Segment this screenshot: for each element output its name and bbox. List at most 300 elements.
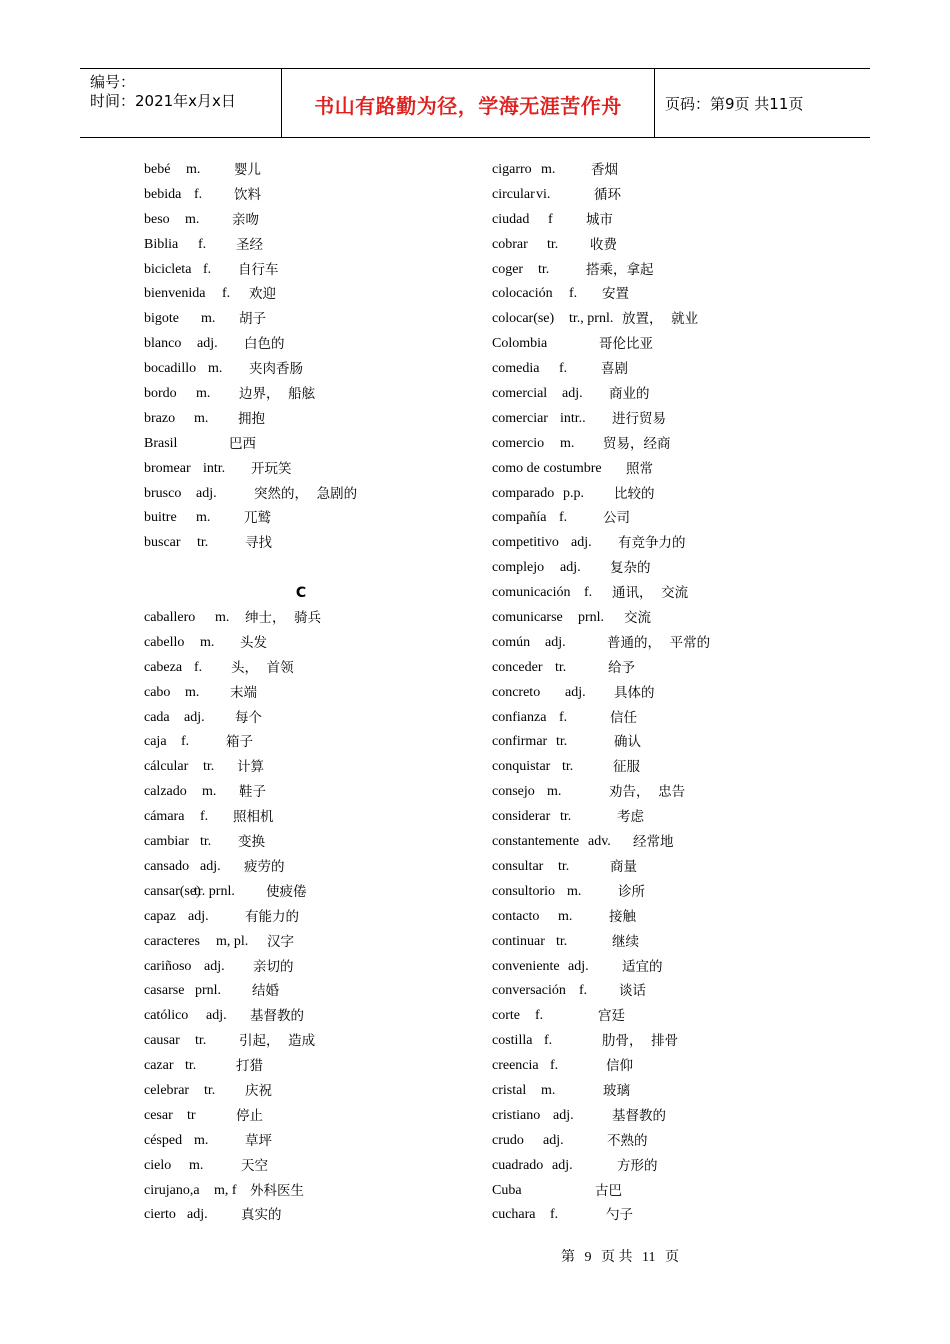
entry-meaning: 征服 <box>613 759 640 776</box>
entry-word: corte <box>492 1008 520 1024</box>
header-motto: 书山有路勤为径，学海无涯苦作舟 <box>314 94 622 118</box>
vocab-entry <box>144 979 444 1004</box>
vocab-column-right <box>492 158 832 1228</box>
entry-meaning: 变换 <box>238 834 265 851</box>
entry-grammar: m. <box>185 684 200 700</box>
entry-meaning: 收费 <box>590 236 617 253</box>
entry-word: bromear <box>144 460 191 476</box>
entry-meaning: 接触 <box>609 908 636 925</box>
entry-meaning: 不熟的 <box>607 1132 648 1149</box>
entry-word: colocación <box>492 286 553 302</box>
vocab-entry <box>492 855 832 880</box>
vocab-entry <box>492 158 832 183</box>
entry-word: comercio <box>492 435 545 451</box>
entry-grammar: tr. <box>195 1033 207 1049</box>
entry-meaning: 头发 <box>240 634 267 651</box>
vocab-entry <box>492 979 832 1004</box>
vocab-entry <box>144 631 444 656</box>
entry-grammar: f. <box>559 510 568 526</box>
entry-meaning: 亲吻 <box>232 211 259 228</box>
entry-word: comerciar <box>492 410 548 426</box>
footer-post: 页 <box>664 1250 679 1265</box>
entry-word: cámara <box>144 809 185 825</box>
entry-grammar: f. <box>550 1058 559 1074</box>
vocab-entry <box>492 955 832 980</box>
entry-grammar: m. <box>194 1132 209 1148</box>
entry-word: costilla <box>492 1033 533 1049</box>
entry-meaning: 天空 <box>241 1157 268 1174</box>
entry-grammar: tr. <box>203 759 215 775</box>
footer-page-number: 9 <box>584 1250 592 1265</box>
entry-meaning: 欢迎 <box>249 286 276 303</box>
entry-grammar: m. <box>541 162 556 177</box>
entry-meaning: 计算 <box>237 759 264 776</box>
entry-word: compañía <box>492 510 547 526</box>
vocab-entry <box>144 282 444 307</box>
vocab-column-left <box>144 158 444 1228</box>
entry-meaning: 安置 <box>602 286 629 303</box>
entry-grammar: m. <box>202 784 217 800</box>
vocab-entry <box>492 581 832 606</box>
entry-meaning: 胡子 <box>239 311 266 328</box>
entry-meaning: 谈话 <box>619 983 646 1000</box>
entry-grammar: adj. <box>553 1107 574 1123</box>
entry-grammar: adj. <box>197 336 218 352</box>
entry-grammar: f. <box>584 585 593 601</box>
entry-meaning: 哥伦比亚 <box>599 336 653 353</box>
entry-meaning: 给予 <box>608 659 635 676</box>
entry-word: circular <box>492 186 535 202</box>
entry-grammar: f. <box>579 983 588 999</box>
entry-meaning: 适宜的 <box>622 958 663 975</box>
entry-word: cariñoso <box>144 958 192 974</box>
entry-meaning: 劝告， 忠告 <box>609 784 686 801</box>
entry-word: como de costumbre <box>492 460 602 476</box>
vocab-entry <box>144 158 444 183</box>
vocab-entry <box>144 905 444 930</box>
entry-word: cigarro <box>492 162 532 177</box>
vocab-entry <box>144 332 444 357</box>
entry-meaning: 有能力的 <box>245 908 299 925</box>
entry-grammar: prnl. <box>195 983 222 999</box>
vocab-entry <box>144 407 444 432</box>
vocab-entry <box>492 457 832 482</box>
entry-grammar: prnl. <box>578 610 605 626</box>
footer-mid: 页 共 <box>601 1250 633 1265</box>
vocab-entry <box>492 282 832 307</box>
vocab-entry <box>144 183 444 208</box>
vocab-entry <box>492 880 832 905</box>
vocab-entry <box>144 855 444 880</box>
entry-grammar: m, pl. <box>216 933 249 949</box>
entry-grammar: adj. <box>568 958 589 974</box>
vocab-entry <box>492 706 832 731</box>
entry-word: ciudad <box>492 211 530 227</box>
vocab-entry <box>492 233 832 258</box>
entry-grammar: m. <box>189 1157 204 1173</box>
entry-meaning: 照常 <box>626 460 653 477</box>
entry-word: constantemente <box>492 834 580 850</box>
entry-grammar: tr. <box>197 535 209 551</box>
entry-grammar: adj. <box>543 1132 564 1148</box>
entry-grammar: adv. <box>588 834 611 850</box>
entry-meaning: 庆祝 <box>245 1082 272 1099</box>
vocab-entry <box>144 606 444 631</box>
entry-meaning: 自行车 <box>238 261 279 278</box>
entry-meaning: 拥抱 <box>238 410 265 427</box>
entry-grammar: adj. <box>552 1157 573 1173</box>
vocab-entry <box>144 1154 444 1179</box>
section-letter-heading: C <box>295 585 307 602</box>
entry-grammar: adj. <box>187 1207 208 1223</box>
entry-word: brusco <box>144 485 182 501</box>
entry-word: conquistar <box>492 759 551 775</box>
vocab-entry <box>144 955 444 980</box>
vocab-entry <box>492 432 832 457</box>
entry-grammar: adj. <box>560 560 581 576</box>
entry-word: cuadrado <box>492 1157 544 1173</box>
vocab-entry <box>492 357 832 382</box>
entry-grammar: adj. <box>204 958 225 974</box>
entry-word: Brasil <box>144 435 178 451</box>
entry-grammar: f. <box>198 236 207 252</box>
entry-word: cada <box>144 709 170 725</box>
entry-word: capaz <box>144 908 176 924</box>
vocab-entry <box>144 382 444 407</box>
vocab-entry <box>144 681 444 706</box>
entry-meaning: 圣经 <box>236 236 263 253</box>
entry-word: buitre <box>144 510 177 526</box>
entry-word: comunicarse <box>492 610 563 626</box>
entry-grammar: tr. <box>200 834 212 850</box>
entry-meaning: 鞋子 <box>239 784 266 801</box>
entry-grammar: f. <box>550 1207 559 1223</box>
vocab-entry <box>144 307 444 332</box>
page-footer <box>0 1246 950 1266</box>
entry-word: cuchara <box>492 1207 536 1223</box>
entry-word: bordo <box>144 386 177 402</box>
entry-meaning: 引起， 造成 <box>239 1033 316 1050</box>
entry-grammar: m. <box>185 211 200 227</box>
entry-word: conveniente <box>492 958 560 974</box>
entry-grammar: tr. <box>204 1082 216 1098</box>
entry-meaning: 复杂的 <box>610 560 651 577</box>
entry-word: colocar(se) <box>492 311 555 327</box>
entry-word: bocadillo <box>144 361 197 377</box>
entry-word: considerar <box>492 809 551 825</box>
vocab-entry <box>144 1129 444 1154</box>
entry-word: comparado <box>492 485 555 501</box>
entry-word: confirmar <box>492 734 548 750</box>
entry-meaning: 绅士， 骑兵 <box>245 610 322 627</box>
entry-meaning: 香烟 <box>591 162 618 178</box>
entry-meaning: 信仰 <box>606 1058 633 1075</box>
entry-grammar: p.p. <box>563 485 584 501</box>
vocab-entry <box>144 432 444 457</box>
entry-meaning: 白色的 <box>244 336 285 353</box>
entry-meaning: 末端 <box>230 684 257 701</box>
entry-word: contacto <box>492 908 540 924</box>
vocab-entry <box>144 1179 444 1204</box>
vocab-entry <box>144 880 444 905</box>
entry-word: competitivo <box>492 535 559 551</box>
vocab-entry <box>144 482 444 507</box>
entry-meaning: 勺子 <box>606 1207 633 1224</box>
entry-meaning: 城市 <box>586 211 613 228</box>
vocab-entry <box>492 681 832 706</box>
entry-grammar: vi. <box>536 186 551 202</box>
vocab-entry <box>144 531 444 556</box>
entry-grammar: m. <box>541 1082 556 1098</box>
vocab-entry <box>492 482 832 507</box>
entry-word: brazo <box>144 410 176 426</box>
header-meta <box>90 73 236 111</box>
entry-meaning: 头， 首领 <box>231 659 294 676</box>
entry-grammar: adj. <box>196 485 217 501</box>
entry-grammar: f. <box>222 286 231 302</box>
vocab-entry <box>492 1179 832 1204</box>
entry-grammar: tr., prnl. <box>569 311 614 327</box>
entry-grammar: f. <box>535 1008 544 1024</box>
entry-grammar: adj. <box>571 535 592 551</box>
entry-meaning: 基督教的 <box>612 1107 666 1124</box>
entry-grammar: m. <box>196 510 211 526</box>
entry-word: Biblia <box>144 236 179 252</box>
vocab-entry <box>492 631 832 656</box>
entry-meaning: 草坪 <box>245 1132 272 1149</box>
vocab-entry <box>492 1129 832 1154</box>
vocab-entry <box>492 1029 832 1054</box>
page-header <box>80 68 870 138</box>
vocab-entry <box>492 805 832 830</box>
entry-meaning: 外科医生 <box>250 1182 304 1199</box>
entry-word: beso <box>144 211 170 227</box>
entry-meaning: 循环 <box>594 186 621 203</box>
document-date-label: 时间：2021年x月x日 <box>90 92 236 110</box>
entry-word: blanco <box>144 336 182 352</box>
entry-meaning: 真实的 <box>241 1207 282 1224</box>
vocab-entry <box>492 208 832 233</box>
entry-grammar: tr. <box>556 933 568 949</box>
entry-meaning: 饮料 <box>234 186 261 203</box>
entry-word: creencia <box>492 1058 539 1074</box>
vocab-entry <box>144 258 444 283</box>
vocab-entry <box>144 1203 444 1228</box>
vocab-entry <box>144 706 444 731</box>
entry-meaning: 信任 <box>610 709 637 726</box>
entry-grammar: f. <box>194 659 203 675</box>
entry-meaning: 箱子 <box>226 734 253 751</box>
entry-grammar: adj. <box>545 634 566 650</box>
vocab-entry <box>492 905 832 930</box>
footer-total-pages: 11 <box>642 1250 656 1265</box>
entry-meaning: 放置， 就业 <box>622 311 699 328</box>
entry-grammar: adj. <box>188 908 209 924</box>
entry-meaning: 突然的， 急剧的 <box>254 485 358 502</box>
entry-grammar: adj. <box>206 1008 227 1024</box>
vocab-entry <box>492 1104 832 1129</box>
vocab-entry <box>144 930 444 955</box>
entry-word: católico <box>144 1008 189 1024</box>
entry-grammar: adj. <box>565 684 586 700</box>
entry-meaning: 交流 <box>624 610 651 627</box>
vocab-entry <box>144 457 444 482</box>
entry-word: cierto <box>144 1207 176 1223</box>
entry-word: bebida <box>144 186 182 202</box>
entry-meaning: 婴儿 <box>234 162 261 178</box>
entry-grammar: m. <box>558 908 573 924</box>
entry-grammar: m. <box>560 435 575 451</box>
entry-word: consultar <box>492 858 544 874</box>
entry-word: caja <box>144 734 167 750</box>
vocab-entry <box>492 307 832 332</box>
vocab-entry <box>144 830 444 855</box>
vocab-entry <box>492 1004 832 1029</box>
entry-grammar: m. <box>215 610 230 626</box>
entry-word: cabello <box>144 634 185 650</box>
entry-meaning: 结婚 <box>252 983 279 1000</box>
entry-grammar: tr. <box>547 236 559 252</box>
entry-grammar: tr. <box>562 759 574 775</box>
vocab-entry <box>492 780 832 805</box>
entry-meaning: 公司 <box>603 510 630 527</box>
entry-meaning: 玻璃 <box>603 1082 630 1099</box>
vocab-entry <box>144 656 444 681</box>
entry-grammar: tr. <box>555 659 567 675</box>
entry-grammar: f <box>548 211 553 227</box>
entry-grammar: m. <box>208 361 223 377</box>
entry-meaning: 方形的 <box>617 1157 658 1174</box>
vocab-entry <box>492 830 832 855</box>
section-spacer <box>144 556 444 581</box>
entry-meaning: 普通的， 平常的 <box>607 634 711 651</box>
vocab-entry <box>492 1203 832 1228</box>
entry-meaning: 使疲倦 <box>266 883 307 900</box>
document-number-label: 编号： <box>90 73 136 91</box>
vocab-entry <box>492 556 832 581</box>
entry-word: calzado <box>144 784 187 800</box>
entry-meaning: 每个 <box>235 709 262 726</box>
entry-meaning: 继续 <box>612 933 639 950</box>
entry-word: caracteres <box>144 933 200 949</box>
vocab-entry <box>492 1154 832 1179</box>
entry-grammar: m. <box>194 410 209 426</box>
entry-meaning: 亲切的 <box>253 958 294 975</box>
entry-meaning: 宫廷 <box>598 1008 625 1025</box>
entry-word: bigote <box>144 311 179 327</box>
entry-meaning: 贸易，经商 <box>603 435 671 452</box>
entry-grammar: m. <box>186 162 201 177</box>
vocab-entry <box>492 407 832 432</box>
entry-word: crudo <box>492 1132 524 1148</box>
vocab-entry <box>492 382 832 407</box>
entry-meaning: 确认 <box>614 734 641 751</box>
entry-word: confianza <box>492 709 547 725</box>
entry-grammar: adj. <box>562 386 583 402</box>
vocab-entry <box>144 1029 444 1054</box>
entry-grammar: f. <box>559 361 568 377</box>
entry-meaning: 基督教的 <box>250 1008 304 1025</box>
entry-word: bicicleta <box>144 261 192 277</box>
entry-meaning: 打猎 <box>236 1058 263 1075</box>
entry-meaning: 考虑 <box>617 809 644 826</box>
vocab-entry <box>144 1104 444 1129</box>
entry-word: cristal <box>492 1082 527 1098</box>
vocab-entry <box>492 332 832 357</box>
vocab-entry <box>492 531 832 556</box>
entry-grammar: f. <box>203 261 212 277</box>
vocab-entry <box>492 755 832 780</box>
entry-word: Colombia <box>492 336 548 352</box>
vocab-entry <box>144 1054 444 1079</box>
entry-word: cambiar <box>144 834 190 850</box>
entry-grammar: tr. <box>185 1058 197 1074</box>
entry-grammar: intr. <box>203 460 226 476</box>
entry-word: consejo <box>492 784 535 800</box>
entry-meaning: 古巴 <box>595 1182 622 1199</box>
entry-meaning: 喜剧 <box>601 361 628 378</box>
vocab-entry <box>144 208 444 233</box>
vocab-entry <box>492 1079 832 1104</box>
entry-grammar: f. <box>181 734 190 750</box>
vocab-entry <box>144 357 444 382</box>
vocab-entry <box>492 506 832 531</box>
entry-grammar: f. <box>194 186 203 202</box>
vocab-entry <box>492 930 832 955</box>
entry-grammar: f. <box>200 809 209 825</box>
entry-word: conversación <box>492 983 566 999</box>
entry-meaning: 巴西 <box>229 435 256 452</box>
entry-grammar: adj. <box>200 858 221 874</box>
footer-pre: 第 <box>561 1250 575 1265</box>
entry-word: celebrar <box>144 1082 190 1098</box>
entry-word: comunicación <box>492 585 571 601</box>
entry-word: concreto <box>492 684 541 700</box>
entry-grammar: tr. <box>558 858 570 874</box>
header-page-label: 页码：第9页 共11页 <box>665 94 804 113</box>
vocab-entry <box>144 1004 444 1029</box>
entry-grammar: tr. <box>556 734 568 750</box>
entry-meaning: 汉字 <box>267 933 294 950</box>
entry-grammar: f. <box>544 1033 553 1049</box>
entry-grammar: m, f <box>214 1182 237 1198</box>
entry-word: Cuba <box>492 1182 522 1198</box>
vocab-entry <box>144 506 444 531</box>
entry-meaning: 搭乘，拿起 <box>586 261 654 278</box>
entry-meaning: 肋骨， 排骨 <box>602 1033 679 1050</box>
entry-word: conceder <box>492 659 543 675</box>
entry-grammar: tr <box>187 1107 196 1123</box>
entry-meaning: 有竞争力的 <box>618 535 686 552</box>
entry-grammar: m. <box>201 311 216 327</box>
vocab-entry <box>144 805 444 830</box>
entry-word: cielo <box>144 1157 172 1173</box>
entry-word: casarse <box>144 983 185 999</box>
vocab-entry <box>492 258 832 283</box>
entry-grammar: m. <box>200 634 215 650</box>
entry-grammar: tr. prnl. <box>194 883 235 899</box>
entry-grammar: intr.. <box>560 410 586 426</box>
entry-grammar: adj. <box>184 709 205 725</box>
entry-word: complejo <box>492 560 545 576</box>
entry-word: cazar <box>144 1058 174 1074</box>
entry-meaning: 寻找 <box>245 535 272 552</box>
entry-grammar: tr. <box>538 261 550 277</box>
entry-word: comercial <box>492 386 548 402</box>
entry-word: causar <box>144 1033 180 1049</box>
entry-meaning: 商业的 <box>609 386 650 403</box>
entry-meaning: 通讯， 交流 <box>612 585 689 602</box>
